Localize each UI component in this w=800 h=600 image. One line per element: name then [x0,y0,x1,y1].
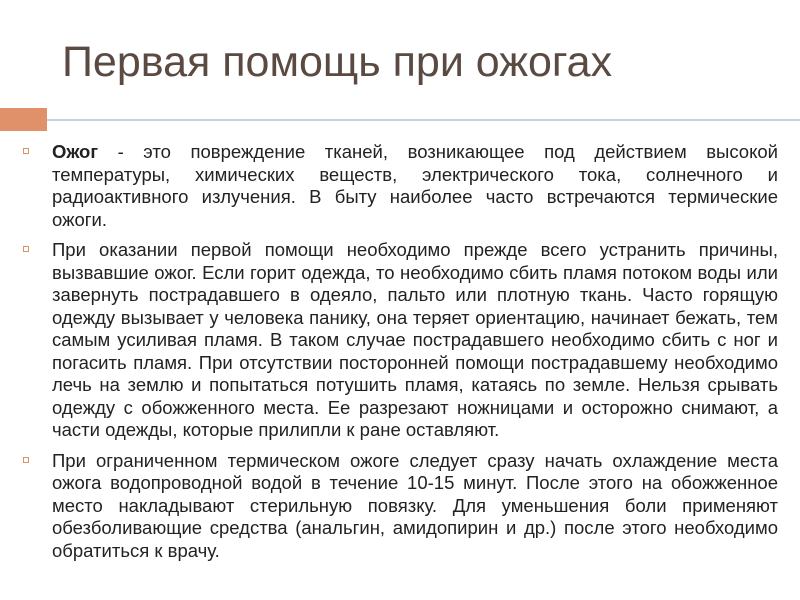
bullet-text: - это повреждение тканей, возникающее под действием высокой температуры, химических веществ, электрического тока, солнечного и радиоактивного излучения. В быту наиболее часто встречаются термические ожоги. [52,141,778,230]
bullet-item-first-aid [22,239,778,442]
bullet-text: При ограниченном термическом ожоге следует сразу начать охлаждение места ожога водопроводной водой в течение 10-15 минут. После этого на обожженное место накладывают стерильную повязку. Для уменьшения боли применяют обезболивающие средства (анальгин, амидопирин и др.) после этого необходимо обратиться к врачу. [52,449,778,561]
bullet-item-definition [22,141,778,231]
square-bullet-icon [23,246,29,252]
slide-body [22,141,778,570]
title-divider-line [47,119,800,121]
title-accent-bar [0,108,47,131]
bullet-term: Ожог [52,141,99,162]
bullet-text: При оказании первой помощи необходимо прежде всего устранить причины, вызвавшие ожог. Если горит одежда, то необходимо сбить пламя потоком воды или завернуть пострадавшего в одеяло, пальто или плотную ткань. Часто горящую одежду вызывает у человека панику, она теряет ориентацию, начинает бежать, тем самым усиливая пламя. В таком случае пострадавшего необходимо сбить с ног и погасить пламя. При отсутствии посторонней помощи пострадавшему необходимо лечь на землю и попытаться потушить пламя, катаясь по земле. Нельзя срывать одежду с обожженного места. Ее разрезают ножницами и осторожно снимают, а части одежды, которые прилипли к ране оставляют. [52,239,778,440]
bullet-item-cooling [22,450,778,563]
square-bullet-icon [23,457,29,463]
square-bullet-icon [23,148,29,154]
slide-title: Первая помощь при ожогах [62,38,613,86]
